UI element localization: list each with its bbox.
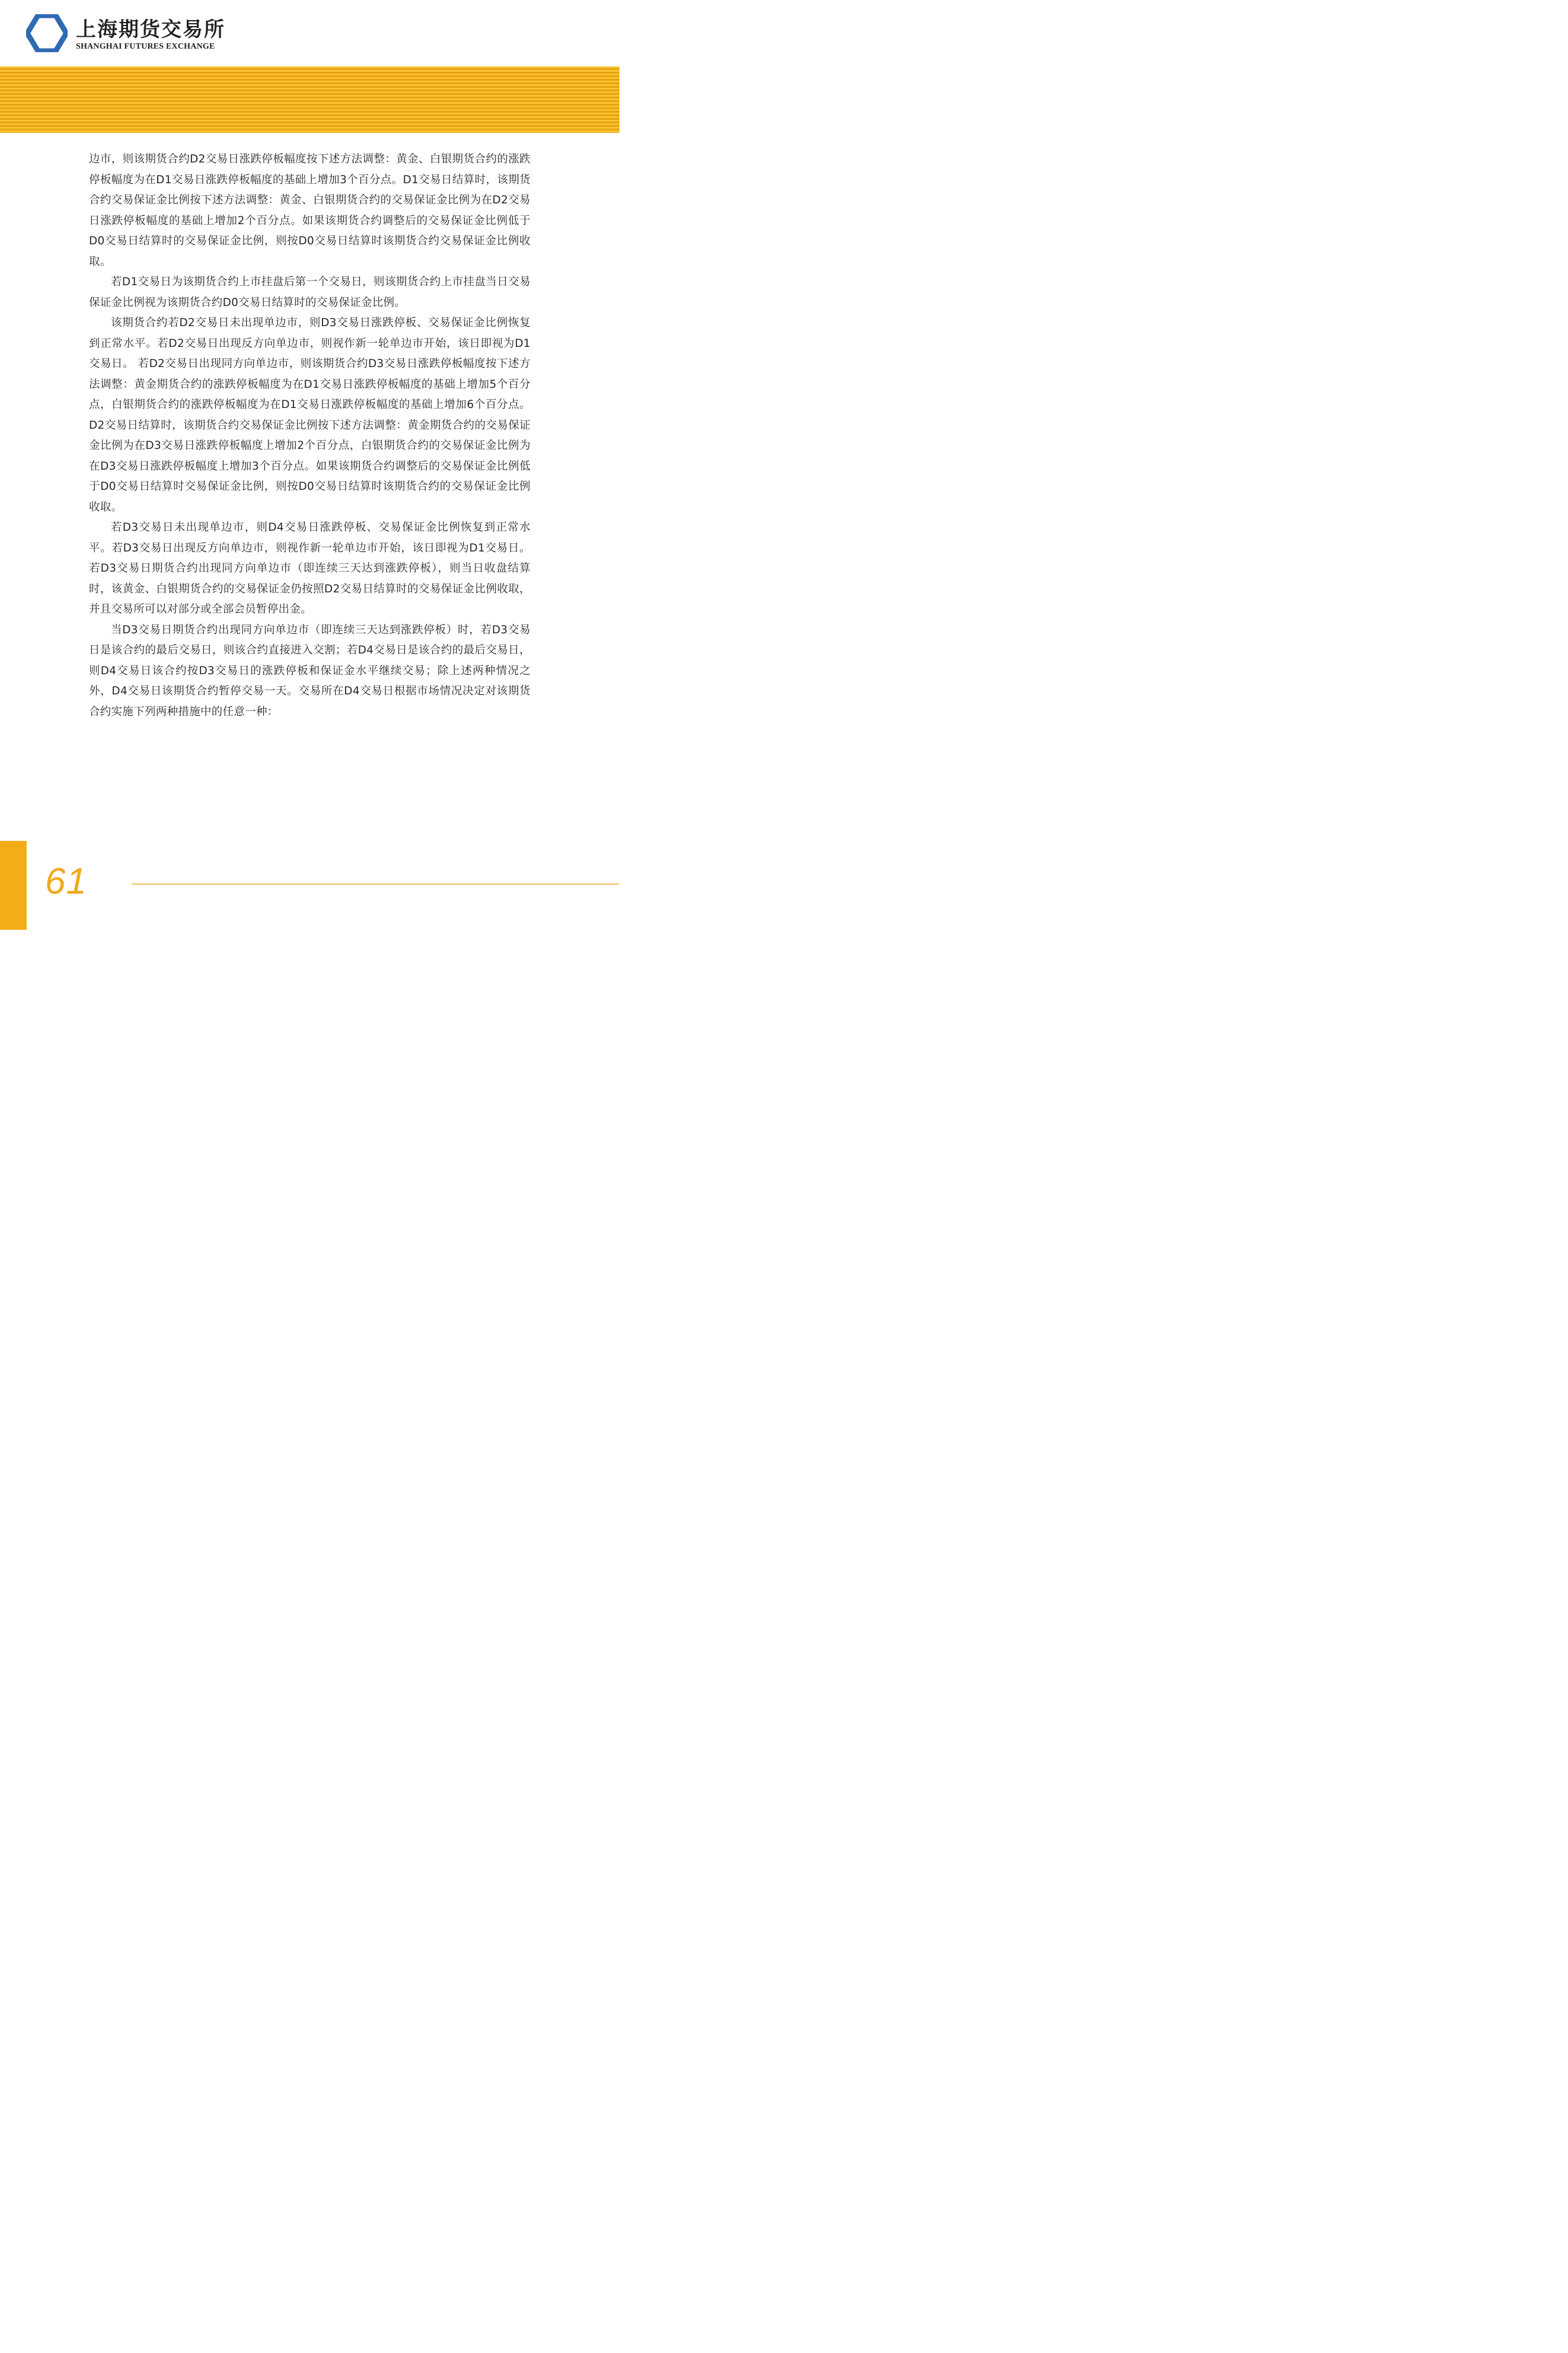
decorative-stripe-band	[0, 66, 619, 133]
exchange-logo-icon	[26, 14, 68, 52]
paragraph: 若D1交易日为该期货合约上市挂盘后第一个交易日，则该期货合约上市挂盘当日交易保证金比例视为该期货合约D0交易日结算时的交易保证金比例。	[89, 276, 531, 309]
paragraph: 边市，则该期货合约D2交易日涨跌停板幅度按下述方法调整：黄金、白银期货合约的涨跌停板幅度为在D1交易日涨跌停板幅度的基础上增加3个百分点。D1交易日结算时，该期货合约交易保证金比例按下述方法调整：黄金、白银期货合约的交易保证金比例为在D2交易日涨跌停板幅度的基础上增加2个百分点。如果该期货合约调整后的交易保证金比例低于D0交易日结算时的交易保证金比例，则按D0交易日结算时该期货合约交易保证金比例收取。	[89, 153, 531, 268]
body-text	[89, 149, 531, 722]
footer-divider	[132, 884, 619, 885]
logo-chinese-name: 上海期货交易所	[76, 18, 225, 42]
paragraph: 该期货合约若D2交易日未出现单边市，则D3交易日涨跌停板、交易保证金比例恢复到正常水平。若D2交易日出现反方向单边市，则视作新一轮单边市开始，该日即视为D1交易日。 若D2交易日出现同方向单边市，则该期货合约D3交易日涨跌停板幅度按下述方法调整：黄金期货合约的涨跌停板幅度为在D1交易日涨跌停板幅度的基础上增加5个百分点，白银期货合约的涨跌停板幅度为在D1交易日涨跌停板幅度的基础上增加6个百分点。D2交易日结算时，该期货合约交易保证金比例按下述方法调整：黄金期货合约的交易保证金比例为在D3交易日涨跌停板幅度上增加2个百分点，白银期货合约的交易保证金比例为在D3交易日涨跌停板幅度上增加3个百分点。如果该期货合约调整后的交易保证金比例低于D0交易日结算时交易保证金比例，则按D0交易日结算时该期货合约的交易保证金比例收取。	[89, 317, 531, 514]
paragraph: 若D3交易日未出现单边市，则D4交易日涨跌停板、交易保证金比例恢复到正常水平。若D3交易日出现反方向单边市，则视作新一轮单边市开始，该日即视为D1交易日。 若D3交易日期货合约出现同方向单边市（即连续三天达到涨跌停板），则当日收盘结算时，该黄金、白银期货合约的交易保证金仍按照D2交易日结算时的交易保证金比例收取，并且交易所可以对部分或全部会员暂停出金。	[89, 521, 531, 616]
logo-english-name: SHANGHAI FUTURES EXCHANGE	[76, 42, 215, 51]
page-number: 61	[45, 861, 87, 902]
page-header	[0, 0, 619, 66]
page-tab-marker	[0, 841, 27, 930]
paragraph: 当D3交易日期货合约出现同方向单边市（即连续三天达到涨跌停板）时，若D3交易日是该合约的最后交易日，则该合约直接进入交割；若D4交易日是该合约的最后交易日，则D4交易日该合约按D3交易日的涨跌停板和保证金水平继续交易；除上述两种情况之外，D4交易日该期货合约暂停交易一天。交易所在D4交易日根据市场情况决定对该期货合约实施下列两种措施中的任意一种：	[89, 623, 531, 718]
